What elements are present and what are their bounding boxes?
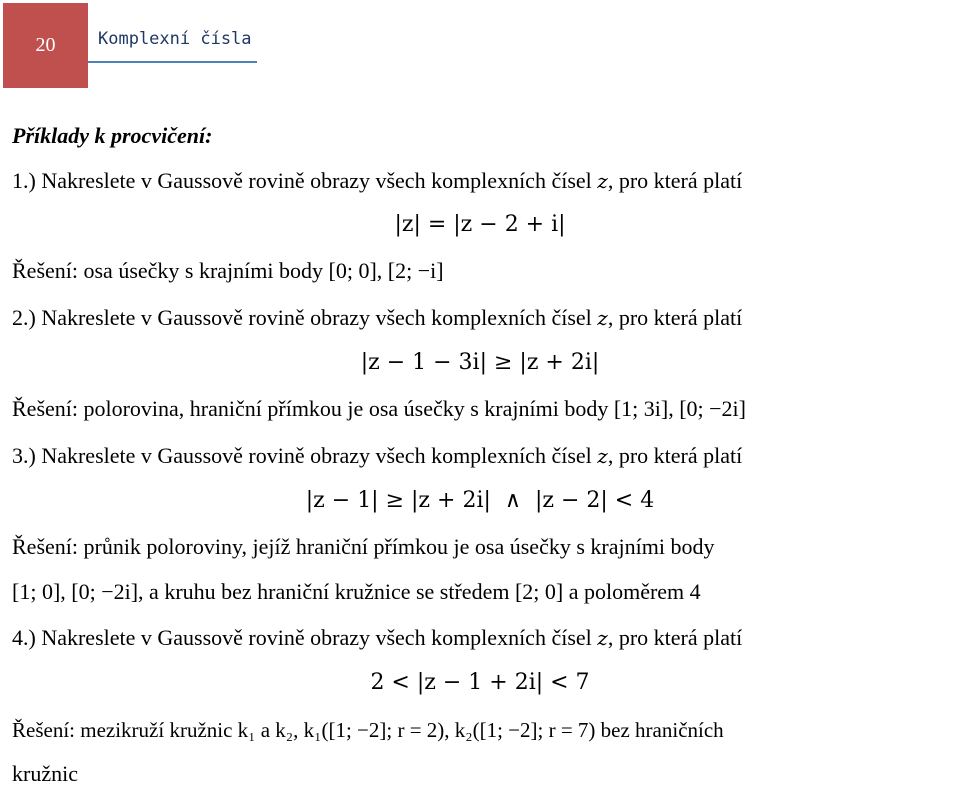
exercise-3-formula: |z − 1| ≥ |z + 2i| ∧ |z − 2| < 4 xyxy=(305,488,655,513)
exercise-1-formula: |z| = |z − 2 + i| xyxy=(394,212,566,237)
exercise-1-solution: Řešení: osa úsečky s krajními body [0; 0], [2; −i] xyxy=(12,258,444,283)
exercise-2-formula: |z − 1 − 3i| ≥ |z + 2i| xyxy=(360,350,600,375)
exercise-4-prompt: 4.) Nakreslete v Gaussově rovině obrazy všech komplexních čísel z, pro která platí xyxy=(12,625,743,650)
exercise-4-formula: 2 < |z − 1 + 2i| < 7 xyxy=(370,670,590,695)
exercise-3-solution-continued: [1; 0], [0; −2i], a kruhu bez hraniční kružnice se středem [2; 0] a poloměrem 4 xyxy=(12,579,701,604)
page-number: 20 xyxy=(35,34,56,56)
exercise-3-solution: Řešení: průnik poloroviny, jejíž hraniční přímkou je osa úsečky s krajními body xyxy=(12,534,715,559)
exercise-3-prompt: 3.) Nakreslete v Gaussově rovině obrazy všech komplexních čísel z, pro která platí xyxy=(12,443,743,468)
section-heading: Příklady k procvičení: xyxy=(12,123,213,148)
chapter-title: Komplexní čísla xyxy=(98,29,252,49)
exercise-4-solution-continued: kružnic xyxy=(12,761,78,786)
exercise-2-prompt: 2.) Nakreslete v Gaussově rovině obrazy všech komplexních čísel z, pro která platí xyxy=(12,305,743,330)
exercise-1-prompt: 1.) Nakreslete v Gaussově rovině obrazy všech komplexních čísel z, pro která platí xyxy=(12,168,743,193)
exercise-4-solution: Řešení: mezikruží kružnic k₁ a k₂, k₁([1; −2]; r = 2), k₂([1; −2]; r = 7) bez hraničních xyxy=(12,718,724,742)
header-underline xyxy=(88,61,257,63)
page-number-box xyxy=(3,3,88,88)
exercise-2-solution: Řešení: polorovina, hraniční přímkou je osa úsečky s krajními body [1; 3i], [0; −2i] xyxy=(12,396,746,421)
